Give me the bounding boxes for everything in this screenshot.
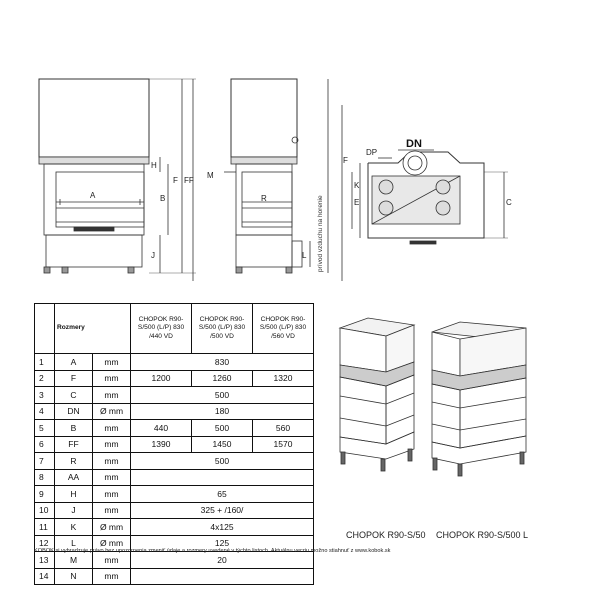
caption-model-left: CHOPOK R90-S/50 <box>346 530 426 540</box>
value-cell <box>131 568 314 585</box>
top-view-drawing <box>352 150 508 244</box>
row-number-cell: 9 <box>35 486 55 503</box>
unit-cell: mm <box>93 453 131 470</box>
table-row <box>35 420 314 437</box>
value-cell-model-2: 1260 <box>192 370 253 387</box>
unit-cell: Ø mm <box>93 403 131 420</box>
header-index-cell <box>35 304 55 354</box>
dim-label-f: F <box>173 176 178 185</box>
table-row <box>35 370 314 387</box>
value-cell-model-1: 1200 <box>131 370 192 387</box>
value-cell-model-2: 500 <box>192 420 253 437</box>
unit-cell: mm <box>93 486 131 503</box>
row-number-cell: 12 <box>35 535 55 552</box>
row-number-cell: 2 <box>35 370 55 387</box>
dim-label-r: R <box>261 194 267 203</box>
unit-cell: mm <box>93 370 131 387</box>
dim-label-b: B <box>160 194 166 203</box>
dimension-symbol-cell: M <box>55 552 93 569</box>
dimension-symbol-cell: DN <box>55 403 93 420</box>
dim-label-e: E <box>354 198 360 207</box>
unit-cell: Ø mm <box>93 535 131 552</box>
unit-cell: Ø mm <box>93 519 131 536</box>
row-number-cell: 6 <box>35 436 55 453</box>
dimension-symbol-cell: N <box>55 568 93 585</box>
value-cell-model-3: 1320 <box>253 370 314 387</box>
table-row <box>35 453 314 470</box>
table-title: Rozmery <box>55 304 131 354</box>
value-cell-model-3: 560 <box>253 420 314 437</box>
unit-cell: mm <box>93 387 131 404</box>
dim-label-a: A <box>90 191 96 200</box>
dimension-symbol-cell: AA <box>55 469 93 486</box>
row-number-cell: 4 <box>35 403 55 420</box>
dim-label-l: L <box>302 251 307 260</box>
side-view-drawing <box>224 79 342 281</box>
dim-label-m: M <box>207 171 214 180</box>
dimension-symbol-cell: H <box>55 486 93 503</box>
value-cell: 325 + /160/ <box>131 502 314 519</box>
value-cell <box>131 469 314 486</box>
air-inlet-label: prívod vzduchu na horenie <box>317 195 324 272</box>
unit-cell: mm <box>93 502 131 519</box>
value-cell: 125 <box>131 535 314 552</box>
disclaimer-text: KOBOK si vyhradzuje právo bez upozornenia zmeniť údaje a rozmery uvedené v týchto listoch. Aktuálnu verziu možno stiahnuť z www.kobok.sk <box>34 548 391 554</box>
dimension-symbol-cell: L <box>55 535 93 552</box>
header-model-1: CHOPOK R90-S/500 (L/P) 830 /440 VD <box>131 304 192 354</box>
dimension-symbol-cell: A <box>55 354 93 371</box>
row-number-cell: 11 <box>35 519 55 536</box>
dimension-symbol-cell: J <box>55 502 93 519</box>
table-row <box>35 436 314 453</box>
value-cell-model-1: 1390 <box>131 436 192 453</box>
dim-label-ff: FF <box>184 176 194 185</box>
dimension-symbol-cell: FF <box>55 436 93 453</box>
row-number-cell: 10 <box>35 502 55 519</box>
table-row <box>35 502 314 519</box>
caption-model-right: CHOPOK R90-S/500 L <box>436 530 529 540</box>
table-row <box>35 568 314 585</box>
dim-label-k: K <box>354 181 360 190</box>
unit-cell: mm <box>93 469 131 486</box>
value-cell: 180 <box>131 403 314 420</box>
row-number-cell: 14 <box>35 568 55 585</box>
value-cell: 20 <box>131 552 314 569</box>
value-cell: 830 <box>131 354 314 371</box>
header-model-3: CHOPOK R90-S/500 (L/P) 830 /560 VD <box>253 304 314 354</box>
value-cell-model-2: 1450 <box>192 436 253 453</box>
row-number-cell: 3 <box>35 387 55 404</box>
dim-label-h: H <box>151 161 157 170</box>
model-left-3d-drawing <box>340 318 414 471</box>
dimension-symbol-cell: K <box>55 519 93 536</box>
dimensions-table <box>34 303 314 585</box>
unit-cell: mm <box>93 436 131 453</box>
unit-cell: mm <box>93 568 131 585</box>
row-number-cell: 13 <box>35 552 55 569</box>
row-number-cell: 7 <box>35 453 55 470</box>
row-number-cell: 8 <box>35 469 55 486</box>
unit-cell: mm <box>93 354 131 371</box>
unit-cell: mm <box>93 420 131 437</box>
dimension-symbol-cell: C <box>55 387 93 404</box>
dimension-symbol-cell: R <box>55 453 93 470</box>
value-cell: 4x125 <box>131 519 314 536</box>
table-row <box>35 403 314 420</box>
value-cell: 500 <box>131 453 314 470</box>
header-model-2: CHOPOK R90-S/500 (L/P) 830 /500 VD <box>192 304 253 354</box>
dimension-symbol-cell: B <box>55 420 93 437</box>
dim-label-c: C <box>506 198 512 207</box>
table-row <box>35 387 314 404</box>
value-cell: 500 <box>131 387 314 404</box>
dimension-symbol-cell: F <box>55 370 93 387</box>
row-number-cell: 1 <box>35 354 55 371</box>
dim-label-j: J <box>151 251 155 260</box>
table-row <box>35 469 314 486</box>
table-row <box>35 519 314 536</box>
unit-cell: mm <box>93 552 131 569</box>
model-right-3d-drawing <box>432 322 526 476</box>
row-number-cell: 5 <box>35 420 55 437</box>
value-cell-model-1: 440 <box>131 420 192 437</box>
table-row <box>35 354 314 371</box>
table-header-row <box>35 304 314 354</box>
value-cell: 65 <box>131 486 314 503</box>
value-cell-model-3: 1570 <box>253 436 314 453</box>
dim-label-f-side: F <box>343 156 348 165</box>
dim-label-dn: DN <box>406 138 422 150</box>
dim-label-dp: DP <box>366 148 378 157</box>
table-row <box>35 486 314 503</box>
